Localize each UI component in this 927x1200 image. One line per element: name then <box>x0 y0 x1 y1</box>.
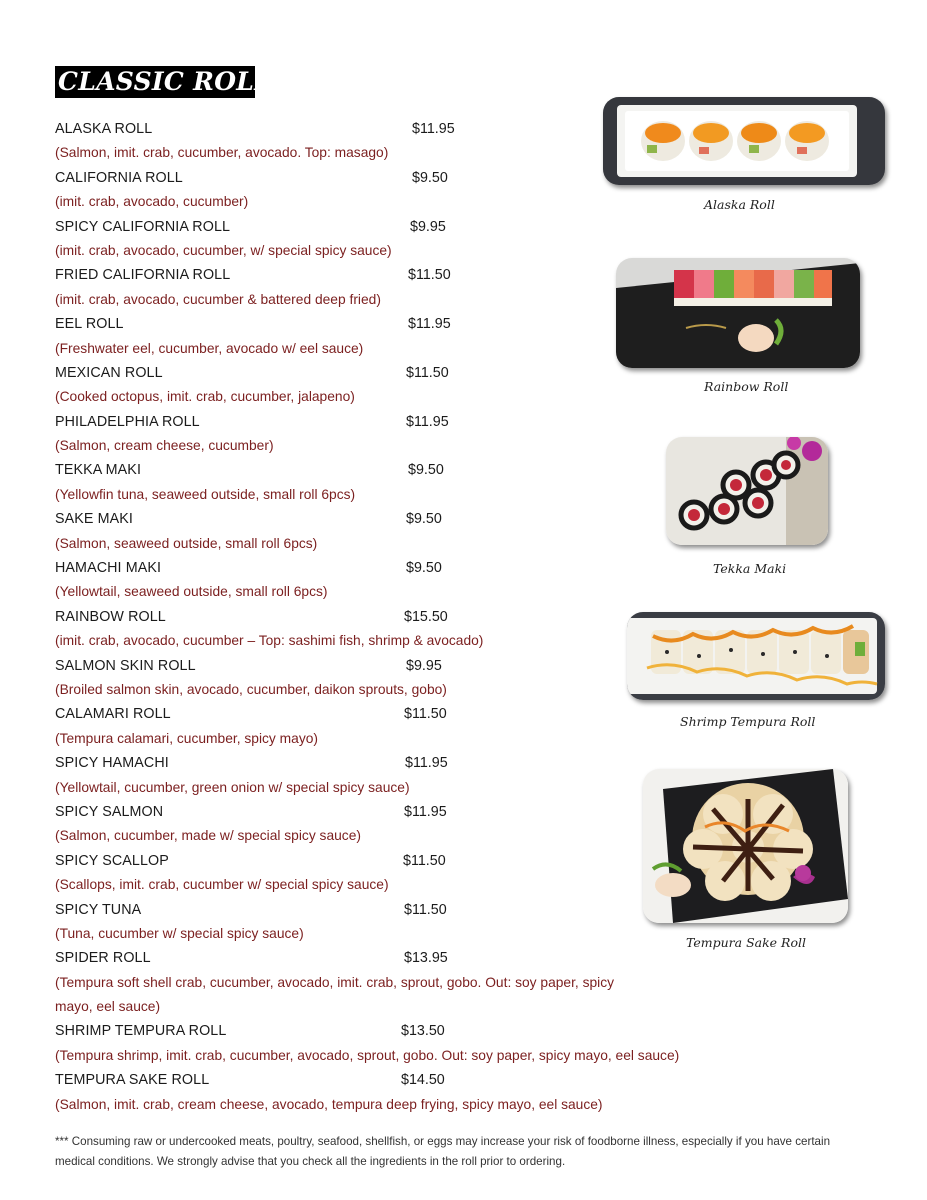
item-price: $9.50 <box>412 169 448 186</box>
item-name: ALASKA ROLL <box>55 121 153 137</box>
item-description: (Tempura calamari, cucumber, spicy mayo) <box>55 730 318 746</box>
tekka-maki-photo <box>666 437 828 545</box>
menu-item-row <box>55 751 695 775</box>
disclaimer-footer: *** Consuming raw or undercooked meats, poultry, seafood, shellfish, or eggs may increase your risk of foodborne illness, especially if you have certain medical conditions. We strongly advise that you check all the ingredients in the roll prior to ordering. <box>55 1135 831 1168</box>
menu-item-row <box>55 117 695 141</box>
item-price: $9.95 <box>406 657 442 674</box>
item-price: $11.95 <box>412 121 455 137</box>
item-price: $11.50 <box>403 852 446 869</box>
item-description: (Scallops, imit. crab, cucumber w/ special spicy sauce) <box>55 877 389 893</box>
menu-list <box>55 117 695 1117</box>
item-description: (Tempura shrimp, imit. crab, cucumber, avocado, sprout, gobo. Out: soy paper, spicy mayo, eel sauce) <box>55 1047 680 1063</box>
item-description: (imit. crab, avocado, cucumber) <box>55 194 249 210</box>
item-name: EEL ROLL <box>55 316 124 333</box>
item-description: (Yellowtail, seaweed outside, small roll 6pcs) <box>55 584 328 600</box>
item-description: (Salmon, cucumber, made w/ special spicy sauce) <box>55 828 361 844</box>
item-price: $11.50 <box>406 364 449 381</box>
item-price: $11.95 <box>405 755 448 772</box>
item-name: SPICY SCALLOP <box>55 852 169 869</box>
item-price: $9.95 <box>410 218 446 235</box>
item-name: PHILADELPHIA ROLL <box>55 413 200 430</box>
item-price: $11.95 <box>406 413 449 430</box>
menu-item-row <box>55 1019 695 1043</box>
tempura-sake-roll-photo <box>643 769 848 923</box>
item-price: $14.50 <box>401 1072 445 1089</box>
menu-item-row <box>55 166 695 190</box>
item-name: SPIDER ROLL <box>55 950 151 967</box>
item-price: $11.50 <box>404 706 447 723</box>
item-name: CALIFORNIA ROLL <box>55 169 183 186</box>
item-name: SHRIMP TEMPURA ROLL <box>55 1023 227 1040</box>
menu-item-row <box>55 654 695 678</box>
item-price: $11.95 <box>408 316 451 333</box>
menu-item-row <box>55 507 695 531</box>
item-description: (Salmon, seaweed outside, small roll 6pcs) <box>55 535 318 551</box>
menu-item-row <box>55 263 695 287</box>
item-price: $9.50 <box>406 511 442 528</box>
item-description: (Salmon, imit. crab, cream cheese, avocado, tempura deep frying, spicy mayo, eel sauce) <box>55 1096 603 1112</box>
item-name: SPICY CALIFORNIA ROLL <box>55 218 231 235</box>
photo-caption: Alaska Roll <box>704 197 775 212</box>
menu-item-row <box>55 1068 695 1092</box>
photo-caption: Tempura Sake Roll <box>686 935 806 950</box>
menu-item-row <box>55 946 695 970</box>
menu-item-row <box>55 410 695 434</box>
item-description: (Broiled salmon skin, avocado, cucumber, daikon sprouts, gobo) <box>55 681 447 697</box>
item-name: SALMON SKIN ROLL <box>55 657 196 674</box>
item-name: FRIED CALIFORNIA ROLL <box>55 267 231 284</box>
item-description: (imit. crab, avocado, cucumber – Top: sashimi fish, shrimp & avocado) <box>55 633 484 649</box>
item-description: (Salmon, cream cheese, cucumber) <box>55 438 274 454</box>
menu-item-row <box>55 215 695 239</box>
menu-item-row <box>55 556 695 580</box>
item-name: TEKKA MAKI <box>55 462 142 479</box>
page-title: CLASSIC ROLLS <box>55 66 255 98</box>
item-name: MEXICAN ROLL <box>55 364 163 381</box>
item-description: (Salmon, imit. crab, cucumber, avocado. Top: masago) <box>55 145 389 161</box>
alaska-roll-photo <box>603 97 885 185</box>
item-price: $11.50 <box>404 901 447 918</box>
shrimp-tempura-roll-photo <box>627 612 885 700</box>
item-price: $13.50 <box>401 1023 445 1040</box>
item-price: $11.50 <box>408 267 451 284</box>
menu-item-row <box>55 361 695 385</box>
item-name: SPICY SALMON <box>55 803 164 820</box>
item-price: $15.50 <box>404 608 448 625</box>
menu-item-row <box>55 605 695 629</box>
photo-caption: Rainbow Roll <box>704 379 789 394</box>
item-description: (Yellowtail, cucumber, green onion w/ special spicy sauce) <box>55 779 410 795</box>
menu-item-row <box>55 458 695 482</box>
photo-caption: Shrimp Tempura Roll <box>680 714 816 729</box>
photo-caption: Tekka Maki <box>713 561 787 576</box>
item-price: $13.95 <box>404 950 448 967</box>
item-name: SAKE MAKI <box>55 511 133 528</box>
item-name: TEMPURA SAKE ROLL <box>55 1072 210 1089</box>
rainbow-roll-photo <box>616 258 860 368</box>
item-description: (Freshwater eel, cucumber, avocado w/ eel sauce) <box>55 340 364 356</box>
menu-item-row <box>55 898 695 922</box>
item-name: CALAMARI ROLL <box>55 706 171 723</box>
item-description: (imit. crab, avocado, cucumber & battered deep fried) <box>55 291 381 307</box>
item-name: RAINBOW ROLL <box>55 608 166 625</box>
item-description: (Tuna, cucumber w/ special spicy sauce) <box>55 925 304 941</box>
item-name: SPICY TUNA <box>55 901 142 918</box>
item-description: (Tempura soft shell crab, cucumber, avocado, imit. crab, sprout, gobo. Out: soy paper, spicy mayo, eel sauce) <box>55 974 615 1015</box>
menu-item-row <box>55 800 695 824</box>
item-price: $11.95 <box>404 803 447 820</box>
item-price: $9.50 <box>406 560 442 577</box>
item-description: (imit. crab, avocado, cucumber, w/ special spicy sauce) <box>55 242 392 258</box>
item-description: (Cooked octopus, imit. crab, cucumber, jalapeno) <box>55 389 355 405</box>
item-description: (Yellowfin tuna, seaweed outside, small roll 6pcs) <box>55 486 356 502</box>
menu-item-row <box>55 312 695 336</box>
menu-item-row <box>55 702 695 726</box>
item-name: SPICY HAMACHI <box>55 755 169 772</box>
item-price: $9.50 <box>408 462 444 479</box>
menu-item-row <box>55 849 695 873</box>
item-name: HAMACHI MAKI <box>55 560 162 577</box>
